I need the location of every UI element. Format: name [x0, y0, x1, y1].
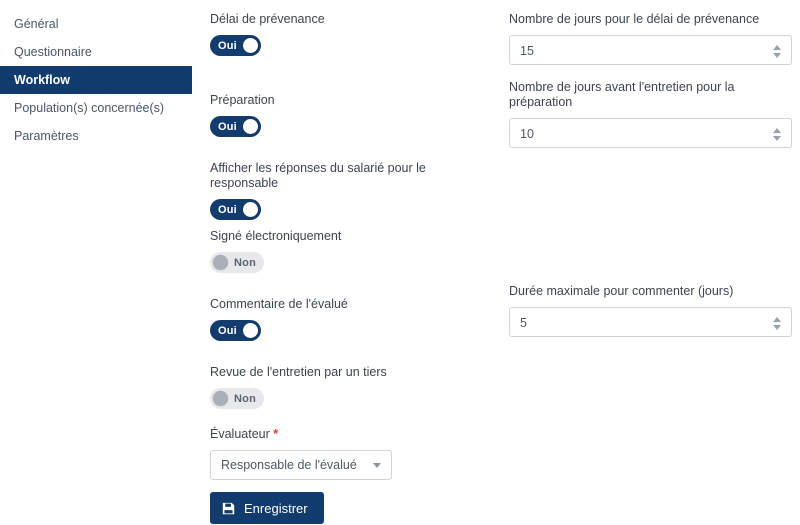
sidebar-item-label: Général	[14, 17, 59, 31]
field-afficher-reponses	[210, 161, 490, 220]
signe-electroniquement-toggle[interactable]	[210, 252, 264, 273]
toggle-knob-icon	[243, 38, 258, 53]
stepper-up-icon[interactable]	[773, 45, 781, 50]
toggle-knob-icon	[243, 119, 258, 134]
field-signe-electroniquement	[210, 229, 341, 273]
save-button-label: Enregistrer	[244, 500, 308, 516]
delai-prevenance-days-input[interactable]	[510, 36, 762, 66]
stepper-down-icon[interactable]	[773, 53, 781, 58]
field-preparation-days	[509, 80, 794, 148]
required-marker: *	[273, 427, 279, 441]
toggle-label: Oui	[218, 39, 237, 52]
toggle-label: Non	[234, 256, 256, 269]
afficher-reponses-toggle[interactable]	[210, 199, 261, 220]
signe-electroniquement-label: Signé électroniquement	[210, 229, 342, 243]
toggle-knob-icon	[213, 391, 228, 406]
toggle-label: Oui	[218, 120, 237, 133]
number-stepper[interactable]	[771, 40, 783, 62]
sidebar-item-questionnaire[interactable]	[0, 38, 192, 66]
stepper-down-icon[interactable]	[773, 325, 781, 330]
toggle-knob-icon	[213, 255, 228, 270]
revue-tiers-toggle[interactable]	[210, 388, 264, 409]
commentaire-evalue-label: Commentaire de l'évalué	[210, 297, 348, 311]
delai-prevenance-days-label: Nombre de jours pour le délai de prévenance	[509, 12, 760, 26]
save-row	[210, 492, 324, 524]
sidebar-item-workflow[interactable]	[0, 66, 192, 94]
delai-prevenance-days-input-wrap[interactable]	[509, 35, 792, 65]
toggle-label: Oui	[218, 324, 237, 337]
sidebar-item-populations[interactable]	[0, 94, 192, 122]
delai-prevenance-toggle[interactable]	[210, 35, 261, 56]
preparation-toggle[interactable]	[210, 116, 261, 137]
evaluateur-select[interactable]	[210, 450, 392, 480]
sidebar-item-parametres[interactable]	[0, 122, 192, 150]
preparation-days-label: Nombre de jours avant l'entretien pour la préparation	[509, 80, 735, 109]
sidebar-item-general[interactable]	[0, 10, 192, 38]
preparation-days-input-wrap[interactable]	[509, 118, 792, 148]
field-revue-tiers	[210, 365, 387, 409]
evaluateur-label-text: Évaluateur	[210, 427, 270, 441]
floppy-disk-icon	[222, 502, 235, 515]
sidebar	[0, 10, 192, 150]
stepper-up-icon[interactable]	[773, 317, 781, 322]
save-button[interactable]	[210, 492, 324, 524]
sidebar-item-label: Paramètres	[14, 129, 79, 143]
afficher-reponses-label: Afficher les réponses du salarié pour le responsable	[210, 161, 426, 190]
duree-commenter-label: Durée maximale pour commenter (jours)	[509, 284, 734, 298]
field-evaluateur	[210, 427, 392, 480]
toggle-label: Non	[234, 392, 256, 405]
sidebar-item-label: Workflow	[14, 73, 71, 87]
delai-prevenance-label: Délai de prévenance	[210, 12, 325, 26]
sidebar-item-label: Population(s) concernée(s)	[14, 101, 165, 115]
toggle-knob-icon	[243, 202, 258, 217]
toggle-label: Oui	[218, 203, 237, 216]
field-delai-prevenance	[210, 12, 325, 56]
stepper-up-icon[interactable]	[773, 128, 781, 133]
evaluateur-selected-value: Responsable de l'évalué	[221, 458, 357, 472]
field-delai-prevenance-days	[509, 12, 792, 65]
preparation-days-input[interactable]	[510, 119, 762, 149]
sidebar-item-label: Questionnaire	[14, 45, 92, 59]
field-commentaire-evalue	[210, 297, 348, 341]
duree-commenter-input[interactable]	[510, 308, 762, 338]
field-duree-commenter	[509, 284, 792, 337]
evaluateur-label	[210, 427, 392, 442]
number-stepper[interactable]	[771, 312, 783, 334]
commentaire-evalue-toggle[interactable]	[210, 320, 261, 341]
field-preparation	[210, 93, 275, 137]
preparation-label: Préparation	[210, 93, 275, 107]
number-stepper[interactable]	[771, 123, 783, 145]
stepper-down-icon[interactable]	[773, 136, 781, 141]
revue-tiers-label: Revue de l'entretien par un tiers	[210, 365, 387, 379]
toggle-knob-icon	[243, 323, 258, 338]
duree-commenter-input-wrap[interactable]	[509, 307, 792, 337]
chevron-down-icon	[373, 463, 381, 468]
